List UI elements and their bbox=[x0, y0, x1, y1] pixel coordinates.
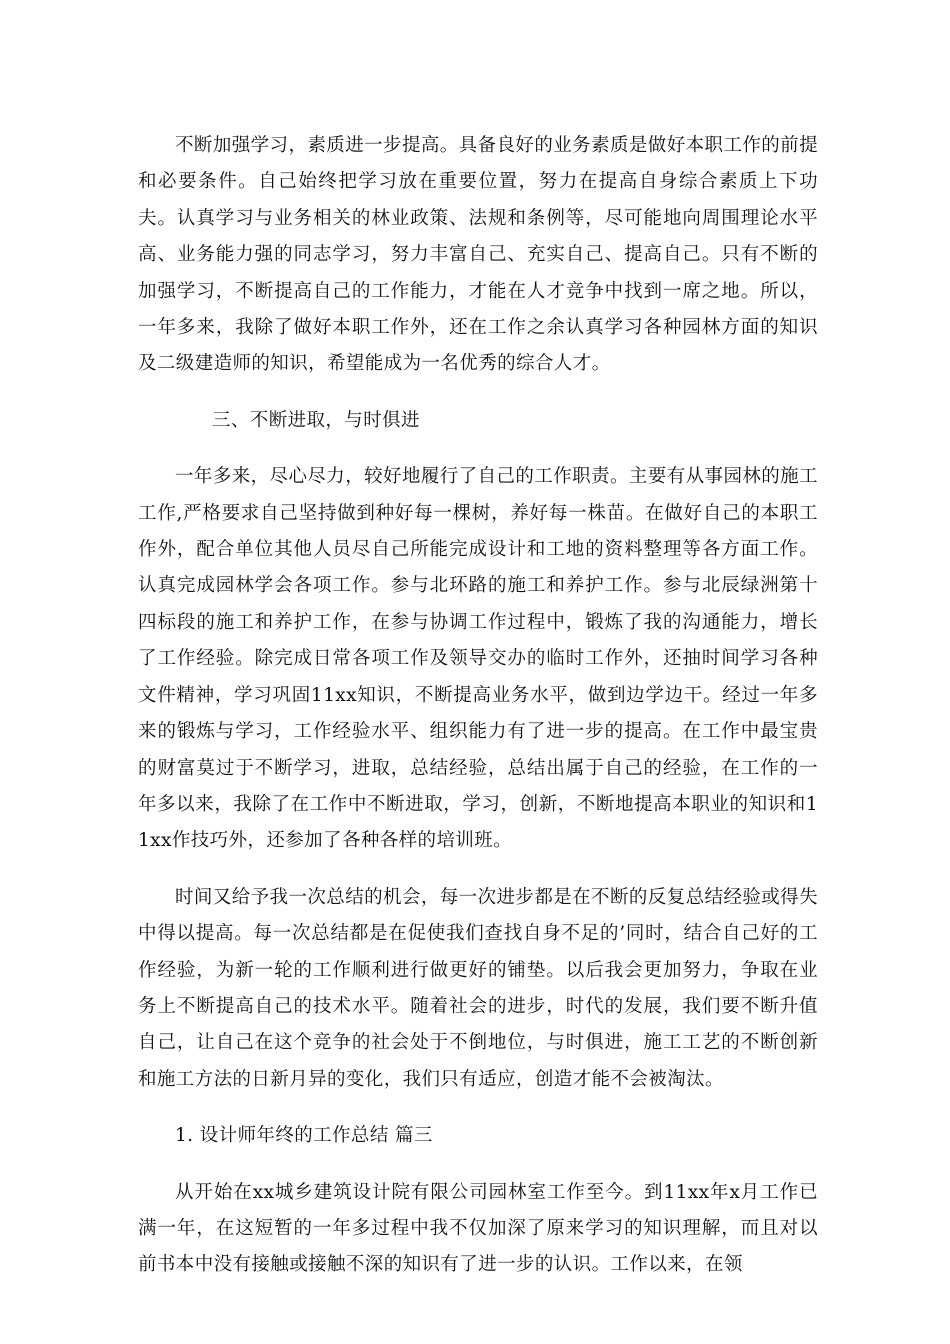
paragraph-gap bbox=[138, 1098, 818, 1118]
paragraph-gap bbox=[138, 383, 818, 403]
paragraph-gap bbox=[138, 439, 818, 459]
section-heading-part-three: 1. 设计师年终的工作总结 篇三 bbox=[175, 1125, 433, 1147]
paragraph-work-duties: 一年多来，尽心尽力，较好地履行了自己的工作职责。主要有从事园林的施工工作,严格要求自己坚持做到种好每一棵树，养好每一株苗。在做好自己的本职工作外，配合单位其他人员尽自己所能完成设计和工地的资料整理等各方面工作。认真完成园林学会各项工作。参与北环路的施工和养护工作。参与北辰绿洲第十四标段的施工和养护工作，在参与协调工作过程中，锻炼了我的沟通能力，增长了工作经验。除完成日常各项工作及领导交办的临时工作外，还抽时间学习各种文件精神，学习巩固11xx知识，不断提高业务水平，做到边学边干。经过一年多来的锻炼与学习，工作经验水平、组织能力有了进一步的提高。在工作中最宝贵的财富莫过于不断学习，进取，总结经验，总结出属于自己的经验，在工作的一年多以来，我除了在工作中不断进取，学习，创新，不断地提高本职业的知识和11xx作技巧外，还参加了各种各样的培训班。 bbox=[138, 466, 818, 852]
paragraph-summary: 时间又给予我一次总结的机会，每一次进步都是在不断的反复总结经验或得失中得以提高。每一次总结都是在促使我们查找自身不足的’同时，结合自己好的工作经验，为新一轮的工作顺利进行做更好的铺垫。以后我会更加努力，争取在业务上不断提高自己的技术水平。随着社会的进步，时代的发展，我们要不断升值自己，让自己在这个竞争的社会处于不倒地位，与时俱进，施工工艺的不断创新和施工方法的日新月异的变化，我们只有适应，创造才能不会被淘汰。 bbox=[138, 886, 818, 1090]
paragraph-gap bbox=[138, 860, 818, 880]
paragraph-design-institute: 从开始在xx城乡建筑设计院有限公司园林室工作至今。到11xx年x月工作已满一年，在这短暂的一年多过程中我不仅加深了原来学习的知识理解，而且对以前书本中没有接触或接触不深的知识有了进一步的认识。工作以来，在领 bbox=[138, 1181, 818, 1276]
paragraph-study: 不断加强学习，素质进一步提高。具备良好的业务素质是做好本职工作的前提和必要条件。自己始终把学习放在重要位置，努力在提高自身综合素质上下功夫。认真学习与业务相关的林业政策、法规和条例等，尽可能地向周围理论水平高、业务能力强的同志学习，努力丰富自己、充实自己、提高自己。只有不断的加强学习，不断提高自己的工作能力，才能在人才竞争中找到一席之地。所以，一年多来，我除了做好本职工作外，还在工作之余认真学习各种园林方面的知识及二级建造师的知识，希望能成为一名优秀的综合人才。 bbox=[138, 135, 818, 375]
document-body bbox=[138, 128, 818, 1284]
paragraph-gap bbox=[138, 1155, 818, 1175]
section-heading-progress: 三、不断进取，与时俱进 bbox=[212, 409, 420, 431]
